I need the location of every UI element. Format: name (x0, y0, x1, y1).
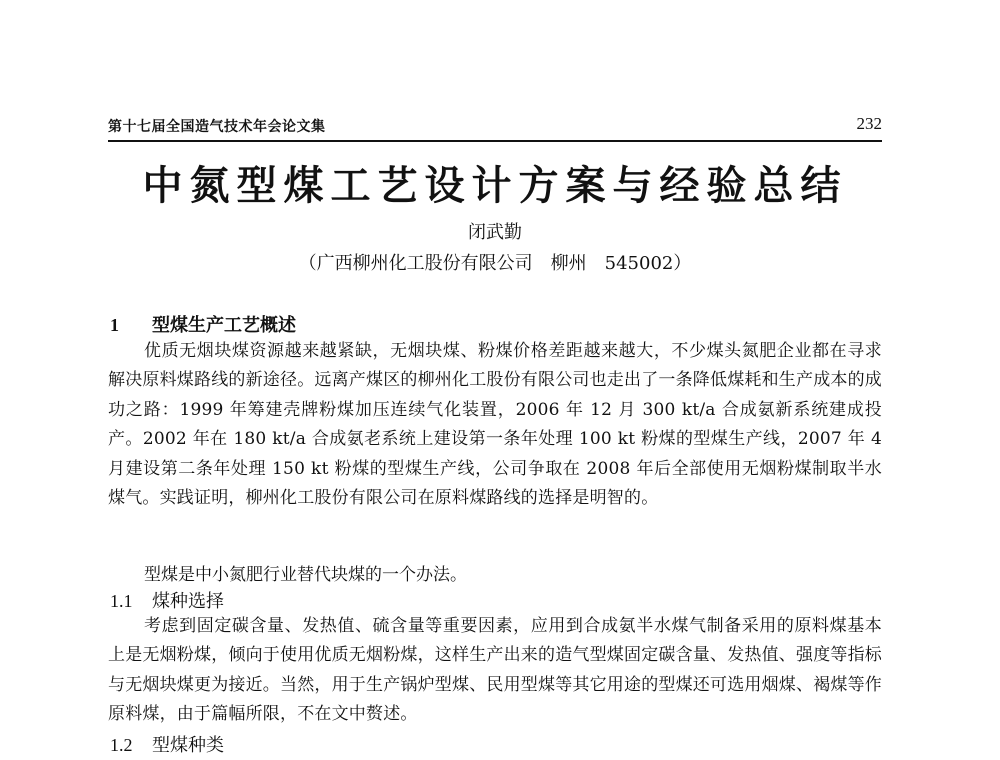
section-number: 1.1 (110, 591, 133, 611)
section-1-heading (110, 311, 296, 337)
author-affiliation: （广西柳州化工股份有限公司 柳州 545002） (298, 253, 692, 274)
section-1-1-paragraph-1: 考虑到固定碳含量、发热值、硫含量等重要因素，应用到合成氨半水煤气制备采用的原料煤基本上是无烟粉煤，倾向于使用优质无烟粉煤，这样生产出来的造气型煤固定碳含量、发热值、强度等指标与无烟块煤更为接近。当然，用于生产锅炉型煤、民用型煤等其它用途的型煤还可选用烟煤、褐煤等作原料煤，由于篇幅所限，不在文中赘述。 (108, 616, 882, 725)
section-number: 1 (110, 315, 119, 335)
section-title: 型煤生产工艺概述 (152, 315, 296, 336)
section-title: 煤种选择 (152, 591, 224, 612)
page-number: 232 (856, 114, 882, 133)
running-header (108, 114, 882, 142)
section-number: 1.2 (110, 735, 133, 755)
conference-name: 第十七届全国造气技术年会论文集 (108, 119, 326, 135)
section-1-paragraph-2: 型煤是中小氮肥行业替代块煤的一个办法。 (144, 565, 467, 585)
section-1-paragraph-1: 优质无烟块煤资源越来越紧缺，无烟块煤、粉煤价格差距越来越大，不少煤头氮肥企业都在寻求解决原料煤路线的新途径。远离产煤区的柳州化工股份有限公司也走出了一条降低煤耗和生产成本的成功之路：1999 年筹建壳牌粉煤加压连续气化装置，2006 年 12 月 300 kt/a 合成氨新系统建成投产。2002 年在 180 kt/a 合成氨老系统上建设第一条年处理 100 kt 粉煤的型煤生产线，2007 年 4 月建设第二条年处理 150 kt 粉煤的型煤生产线，公司争取在 2008 年后全部使用无烟粉煤制取半水煤气。实践证明，柳州化工股份有限公司在原料煤路线的选择是明智的。 (108, 341, 882, 509)
section-1-1-heading (110, 587, 224, 613)
article-title: 中氮型煤工艺设计方案与经验总结 (142, 162, 848, 209)
section-title: 型煤种类 (152, 735, 224, 756)
section-1-2-heading (110, 731, 224, 757)
author-name: 闭武勤 (468, 222, 522, 243)
